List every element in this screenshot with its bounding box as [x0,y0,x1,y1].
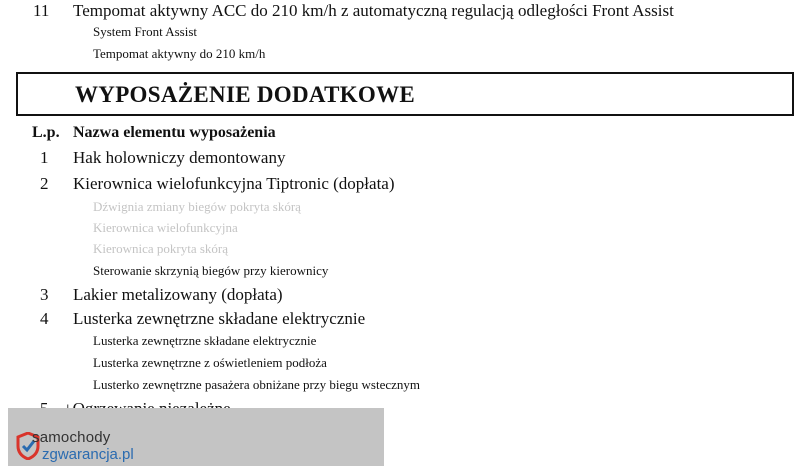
item-number: 11 [33,1,50,20]
item-number: 4 [40,309,49,328]
watermark-text-line1: samochody [32,429,111,446]
subitem: Kierownica wielofunkcyjna [93,220,238,235]
item-name: Hak holowniczy demontowany [73,148,286,167]
column-header-lp: L.p. [32,124,60,141]
column-header-name: Nazwa elementu wyposażenia [73,124,276,141]
subitem: Lusterka zewnętrzne z oświetleniem podłoża [93,355,327,370]
watermark-text-line2: zgwarancja.pl [42,446,134,463]
subitem: Lusterka zewnętrzne składane elektrycznie [93,333,317,348]
subitem: Sterowanie skrzynią biegów przy kierownicy [93,263,329,278]
item-number: 3 [40,285,49,304]
item-name: Lusterka zewnętrzne składane elektrycznie [73,309,366,328]
item-number: 2 [40,174,49,193]
subitem: System Front Assist [93,24,198,39]
subitem: Tempomat aktywny do 210 km/h [93,46,266,61]
item-name: Kierownica wielofunkcyjna Tiptronic (dopłata) [73,174,395,193]
item-name: Lakier metalizowany (dopłata) [73,285,283,304]
item-number: 1 [40,148,49,167]
item-name: Tempomat aktywny ACC do 210 km/h z automatyczną regulacją odległości Front Assist [73,1,674,20]
subitem: Kierownica pokryta skórą [93,241,229,256]
subitem: Lusterko zewnętrzne pasażera obniżane przy biegu wstecznym [93,377,421,392]
section-title: WYPOSAŻENIE DODATKOWE [75,82,416,107]
subitem: Dźwignia zmiany biegów pokryta skórą [93,199,301,214]
section-heading-box [16,72,794,116]
